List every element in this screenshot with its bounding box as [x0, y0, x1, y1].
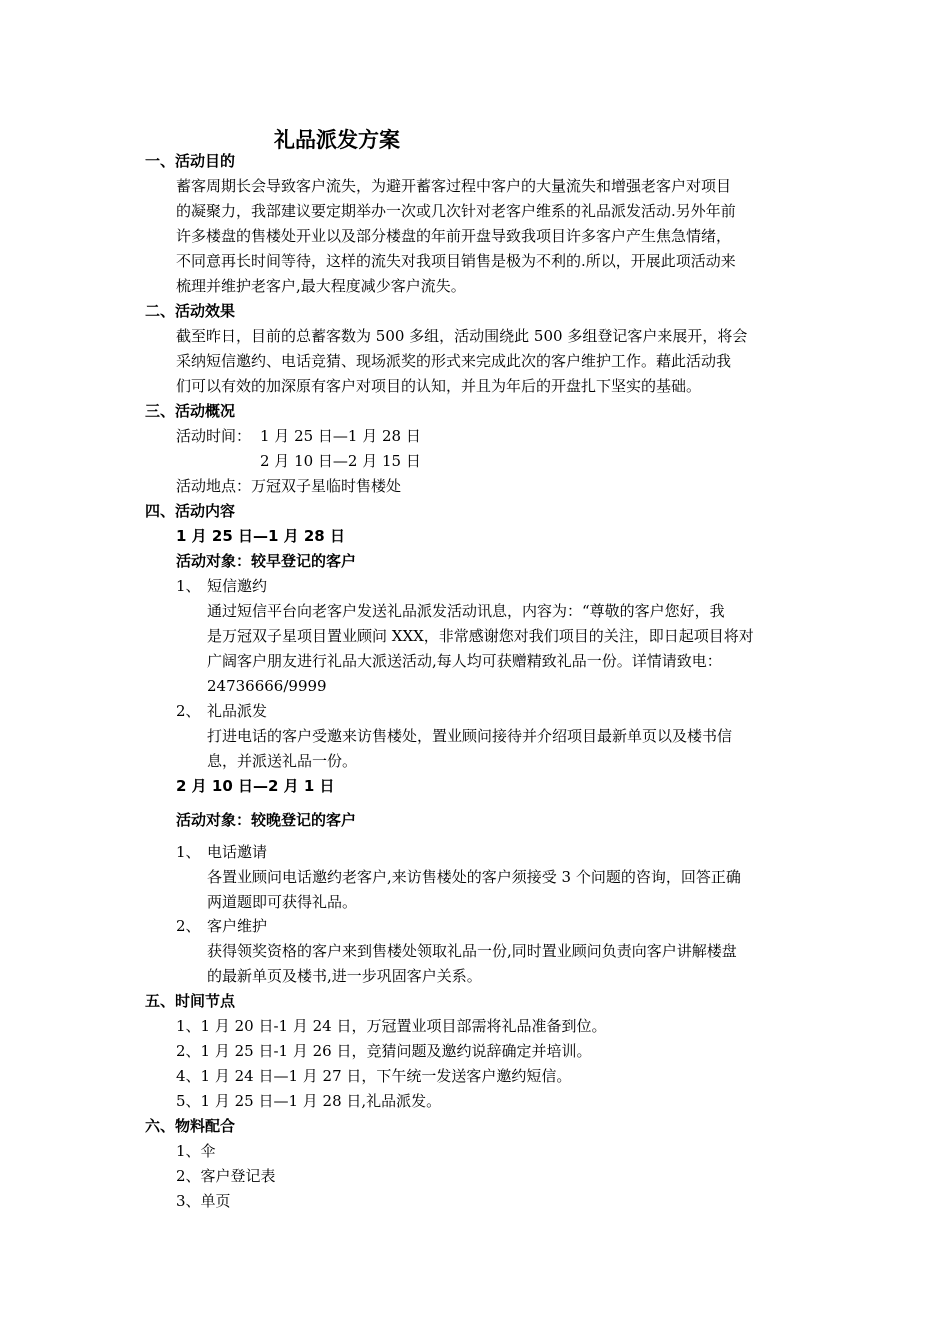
paragraph-line: 两道题即可获得礼品。	[207, 893, 358, 911]
activity-time-value: 2 月 10 日—2 月 15 日	[260, 452, 421, 470]
paragraph-line: 梳理并维护老客户,最大程度减少客户流失。	[176, 277, 466, 295]
list-item-gift-dispatch	[176, 699, 267, 724]
list-number: 1、	[176, 577, 201, 595]
paragraph-line: 截至昨日，目前的总蓄客数为 500 多组，活动围绕此 500 多组登记客户来展开，将会	[176, 327, 748, 345]
document-title: 礼品派发方案	[274, 128, 400, 152]
paragraph-line: 不同意再长时间等待，这样的流失对我项目销售是极为不利的.所以，开展此项活动来	[176, 252, 736, 270]
paragraph-line: 获得领奖资格的客户来到售楼处领取礼品一份,同时置业顾问负责向客户讲解楼盘	[207, 942, 737, 960]
activity-time-line	[176, 424, 421, 449]
paragraph-line: 是万冠双子星项目置业顾问 XXX，非常感谢您对我们项目的关注，即日起项目将对	[207, 627, 754, 645]
paragraph-line: 的凝聚力，我部建议要定期举办一次或几次针对老客户维系的礼品派发活动.另外年前	[176, 202, 736, 220]
list-number: 2、	[176, 702, 201, 720]
list-item-label: 电话邀请	[207, 843, 268, 861]
activity-time-line-2	[176, 449, 421, 474]
section-heading-overview: 三、活动概况	[145, 402, 236, 420]
phone-number: 24736666/9999	[207, 677, 327, 695]
paragraph-line: 的最新单页及楼书,进一步巩固客户关系。	[207, 967, 482, 985]
phase-target: 活动对象：较早登记的客户	[176, 552, 357, 570]
list-number: 2、	[176, 917, 201, 935]
paragraph-line: 采纳短信邀约、电话竞猜、现场派奖的形式来完成此次的客户维护工作。藉此活动我	[176, 352, 732, 370]
paragraph-line: 广阔客户朋友进行礼品大派送活动,每人均可获赠精致礼品一份。详情请致电：	[207, 652, 722, 670]
activity-place: 活动地点：万冠双子星临时售楼处	[176, 477, 402, 495]
material-item: 2、客户登记表	[176, 1167, 276, 1185]
section-heading-content: 四、活动内容	[145, 502, 236, 520]
list-item-label: 礼品派发	[207, 702, 268, 720]
paragraph-line: 们可以有效的加深原有客户对项目的认知，并且为年后的开盘扎下坚实的基础。	[176, 377, 702, 395]
paragraph-line: 打进电话的客户受邀来访售楼处，置业顾问接待并介绍项目最新单页以及楼书信	[207, 727, 733, 745]
list-item-phone-invite	[176, 840, 267, 865]
timeline-item: 1、1 月 20 日-1 月 24 日，万冠置业项目部需将礼品准备到位。	[176, 1017, 607, 1035]
paragraph-line: 各置业顾问电话邀约老客户,来访售楼处的客户须接受 3 个问题的咨询，回答正确	[207, 868, 741, 886]
material-item: 3、单页	[176, 1192, 231, 1210]
timeline-item: 2、1 月 25 日-1 月 26 日，竞猜问题及邀约说辞确定并培训。	[176, 1042, 592, 1060]
section-heading-materials: 六、物料配合	[145, 1117, 236, 1135]
phase-date: 1 月 25 日—1 月 28 日	[176, 527, 345, 545]
list-item-sms-invite	[176, 574, 267, 599]
list-item-customer-care	[176, 914, 267, 939]
section-heading-timeline: 五、时间节点	[145, 992, 236, 1010]
timeline-item: 5、1 月 25 日—1 月 28 日,礼品派发。	[176, 1092, 442, 1110]
timeline-item: 4、1 月 24 日—1 月 27 日，下午统一发送客户邀约短信。	[176, 1067, 572, 1085]
list-number: 1、	[176, 843, 201, 861]
list-item-label: 客户维护	[207, 917, 268, 935]
activity-time-value: 1 月 25 日—1 月 28 日	[260, 427, 421, 445]
paragraph-line: 通过短信平台向老客户发送礼品派发活动讯息，内容为：“尊敬的客户您好，我	[207, 602, 725, 620]
activity-time-label: 活动时间：	[176, 427, 252, 445]
paragraph-line: 蓄客周期长会导致客户流失，为避开蓄客过程中客户的大量流失和增强老客户对项目	[176, 177, 732, 195]
section-heading-effect: 二、活动效果	[145, 302, 236, 320]
paragraph-line: 息，并派送礼品一份。	[207, 752, 358, 770]
phase-date: 2 月 10 日—2 月 1 日	[176, 777, 335, 795]
paragraph-line: 许多楼盘的售楼处开业以及部分楼盘的年前开盘导致我项目许多客户产生焦急情绪，	[176, 227, 732, 245]
list-item-label: 短信邀约	[207, 577, 268, 595]
section-heading-purpose: 一、活动目的	[145, 152, 236, 170]
material-item: 1、伞	[176, 1142, 216, 1160]
phase-target: 活动对象：较晚登记的客户	[176, 811, 357, 829]
